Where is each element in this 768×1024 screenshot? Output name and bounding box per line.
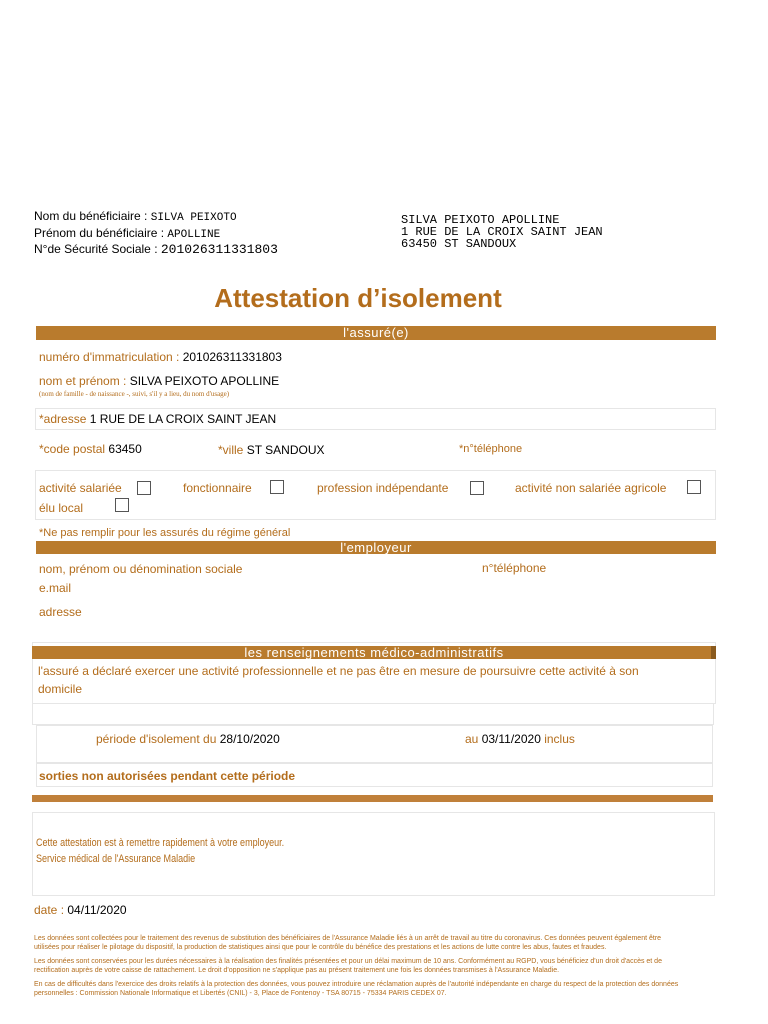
medico-header-edge [711,646,716,659]
regime-footnote: *Ne pas remplir pour les assurés du régime général [39,527,291,539]
legal-p1b: utilisées pour réaliser le pilotage du dispositif, la production de statistiques ainsi que pour le contrôle du bénéfice des prestations et les actions de lutte contre les abus, fautes et fraudes. [34,944,607,951]
legal-p3a: En cas de difficultés dans l'exercice des droits relatifs à la protection des données, vous pouvez introduire une réclamation auprès de l'autorité indépendante en charge du respect de la protection des données [34,981,679,988]
beneficiary-prenom-value: APOLLINE [167,229,221,241]
section-header-medico: les renseignements médico-administratifs [32,646,716,659]
declaration-line-2: domicile [38,682,83,696]
section-header-assure: l'assuré(e) [36,326,716,340]
beneficiary-secu-label: N°de Sécurité Sociale : [34,242,158,256]
adresse-label: *adresse [39,412,87,426]
activity-independante-checkbox[interactable] [470,481,484,495]
legal-p2b: rectification auprès de votre caisse de rattachement. Le droit d'opposition ne s'applique pas au présent traitement une fois les données transmises à l'Assurance Maladie. [34,967,560,974]
beneficiary-secu [34,242,278,257]
tel-label: *n°téléphone [459,443,523,455]
immat-label: numéro d'immatriculation : [39,350,180,364]
date-value: 04/11/2020 [67,903,127,917]
beneficiary-nom [34,209,237,224]
periode-au-row [465,732,575,746]
employeur-adresse-label: adresse [39,605,82,619]
activity-elu-checkbox[interactable] [115,498,129,512]
periode-from: 28/10/2020 [219,732,280,746]
address-line-1: SILVA PEIXOTO APOLLINE [401,213,560,227]
activity-agricole-label: activité non salariée agricole [515,481,667,495]
address-line-2: 1 RUE DE LA CROIX SAINT JEAN [401,225,603,239]
activity-agricole-checkbox[interactable] [687,480,701,494]
ville-label: *ville [218,443,244,457]
cp-row [39,442,142,456]
immat-row [39,350,282,364]
beneficiary-prenom-label: Prénom du bénéficiaire : [34,226,165,240]
address-block [401,214,603,250]
activity-salariee-label: activité salariée [39,481,122,495]
employeur-email-label: e.mail [39,581,72,595]
ville-row [218,443,324,457]
immat-value: 201026311331803 [182,350,282,364]
periode-label: période d'isolement du [96,732,217,746]
employeur-tel-label: n°téléphone [482,561,547,575]
date-row [34,903,127,917]
beneficiary-nom-label: Nom du bénéficiaire : [34,209,148,223]
nom-value: SILVA PEIXOTO APOLLINE [129,374,280,388]
activity-salariee-checkbox[interactable] [137,481,151,495]
au-label: au [465,732,479,746]
address-line-3: 63450 ST SANDOUX [401,237,517,251]
beneficiary-prenom [34,226,220,241]
separator-bar [32,795,713,802]
section-header-employeur: l'employeur [36,541,716,554]
declaration-line-1: l'assuré a déclaré exercer une activité professionnelle et ne pas être en mesure de poursuivre cette activité à son [38,664,639,678]
legal-p1a: Les données sont collectées pour le traitement des revenus de substitution des bénéficiaires de l'Assurance Maladie liés à un arrêt de travail au titre du coronavirus. Ces données peuvent également être [34,935,662,942]
activity-elu-label: élu local [39,501,84,515]
periode-row [96,732,280,746]
beneficiary-nom-value: SILVA PEIXOTO [150,212,237,224]
nom-hint: (nom de famille - de naissance -, suivi, s'il y a lieu, du nom d'usage) [39,390,230,398]
cp-label: *code postal [39,442,106,456]
nom-row [39,374,279,388]
cp-value: 63450 [108,442,142,456]
page-title: Attestation d’isolement [214,283,502,313]
activity-fonctionnaire-label: fonctionnaire [183,481,252,495]
legal-text [34,934,678,998]
legal-p3b: personnelles : Commission Nationale Informatique et Libertés (CNIL) - 3, Place de Fontenoy - TSA 80715 - 75334 PARIS CEDEX 07. [34,990,447,997]
ville-value: ST SANDOUX [246,443,325,457]
medico-empty-row [32,703,714,725]
message-line-1: Cette attestation est à remettre rapidement à votre employeur. [36,837,285,849]
adresse-row [39,412,276,426]
inclus-label: inclus [544,732,575,746]
nom-label: nom et prénom : [39,374,127,388]
date-label: date : [34,903,65,917]
activities-box [35,470,716,520]
adresse-value: 1 RUE DE LA CROIX SAINT JEAN [89,412,277,426]
activity-independante-label: profession indépendante [317,481,449,495]
employeur-nom-label: nom, prénom ou dénomination sociale [39,562,243,576]
beneficiary-secu-value: 201026311331803 [160,242,278,257]
periode-to: 03/11/2020 [481,732,541,746]
message-line-2: Service médical de l'Assurance Maladie [36,853,196,865]
activity-fonctionnaire-checkbox[interactable] [270,480,284,494]
sorties-label: sorties non autorisées pendant cette période [39,769,296,783]
legal-p2a: Les données sont conservées pour les durées nécessaires à la réalisation des finalités présentées et pour un délai maximum de 10 ans. Conformément au RGPD, vous bénéficiez d'un droit d'accès et de [34,958,662,965]
